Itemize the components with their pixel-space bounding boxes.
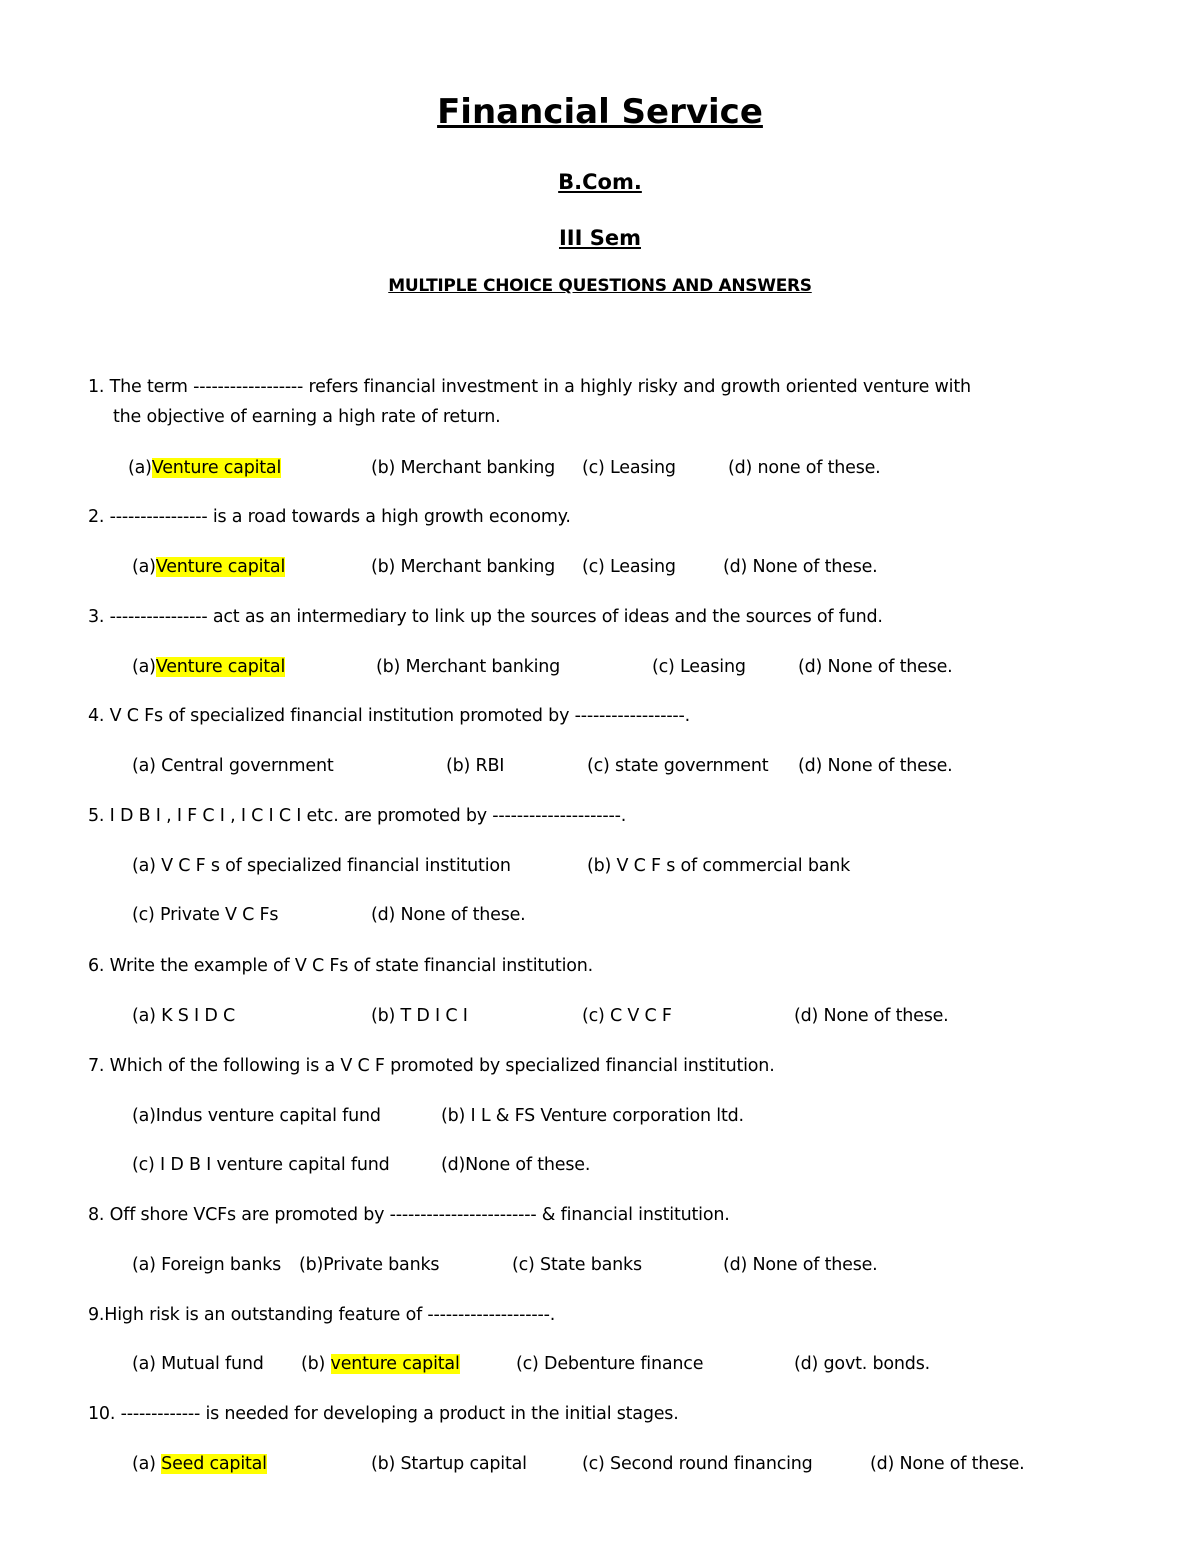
question-4: 4. V C Fs of specialized financial institution promoted by ------------------. <box>88 706 691 726</box>
answer-highlight: Venture capital <box>151 458 282 478</box>
option-9d: (d) govt. bonds. <box>794 1354 930 1374</box>
answer-highlight: Seed capital <box>161 1454 267 1474</box>
document-title: Financial Service <box>437 92 763 132</box>
option-10a: (a) Seed capital <box>132 1454 267 1474</box>
question-5: 5. I D B I , I F C I , I C I C I etc. are promoted by ---------------------. <box>88 806 627 826</box>
option-1b: (b) Merchant banking <box>371 458 556 478</box>
question-7: 7. Which of the following is a V C F promoted by specialized financial institution. <box>88 1056 775 1076</box>
option-1a: (a)Venture capital <box>128 458 282 478</box>
option-4d: (d) None of these. <box>798 756 953 776</box>
option-7c: (c) I D B I venture capital fund <box>132 1155 390 1175</box>
option-3b: (b) Merchant banking <box>376 657 561 677</box>
question-8: 8. Off shore VCFs are promoted by ------------------------ & financial institution. <box>88 1205 730 1225</box>
option-10b: (b) Startup capital <box>371 1454 527 1474</box>
option-7b: (b) I L & FS Venture corporation ltd. <box>441 1106 744 1126</box>
option-6a: (a) K S I D C <box>132 1006 236 1026</box>
option-8c: (c) State banks <box>512 1255 642 1275</box>
question-9: 9.High risk is an outstanding feature of --------------------. <box>88 1305 556 1325</box>
answer-highlight: Venture capital <box>155 657 286 677</box>
question-2: 2. ---------------- is a road towards a high growth economy. <box>88 507 571 527</box>
option-5c: (c) Private V C Fs <box>132 905 279 925</box>
option-9b: (b) venture capital <box>301 1354 460 1374</box>
option-8a: (a) Foreign banks <box>132 1255 282 1275</box>
section-heading: MULTIPLE CHOICE QUESTIONS AND ANSWERS <box>388 276 812 296</box>
option-10d: (d) None of these. <box>870 1454 1025 1474</box>
option-7a: (a)Indus venture capital fund <box>132 1106 381 1126</box>
option-1c: (c) Leasing <box>582 458 676 478</box>
option-9a: (a) Mutual fund <box>132 1354 264 1374</box>
option-2b: (b) Merchant banking <box>371 557 556 577</box>
answer-highlight: Venture capital <box>155 557 286 577</box>
semester: III Sem <box>558 226 641 250</box>
option-6d: (d) None of these. <box>794 1006 949 1026</box>
option-4b: (b) RBI <box>446 756 505 776</box>
option-10c: (c) Second round financing <box>582 1454 813 1474</box>
option-4c: (c) state government <box>587 756 769 776</box>
option-5b: (b) V C F s of commercial bank <box>587 856 851 876</box>
option-9c: (c) Debenture finance <box>516 1354 704 1374</box>
option-6b: (b) T D I C I <box>371 1006 468 1026</box>
option-6c: (c) C V C F <box>582 1006 672 1026</box>
question-1: 1. The term ------------------ refers financial investment in a highly risky and growth oriented venture with <box>88 377 971 397</box>
option-5a: (a) V C F s of specialized financial institution <box>132 856 511 876</box>
course-name: B.Com. <box>558 170 642 194</box>
option-3a: (a)Venture capital <box>132 657 286 677</box>
option-2d: (d) None of these. <box>723 557 878 577</box>
question-1-continued: the objective of earning a high rate of return. <box>113 407 501 427</box>
option-8b: (b)Private banks <box>299 1255 440 1275</box>
option-3d: (d) None of these. <box>798 657 953 677</box>
option-4a: (a) Central government <box>132 756 334 776</box>
question-3: 3. ---------------- act as an intermediary to link up the sources of ideas and the sources of fund. <box>88 607 883 627</box>
option-3c: (c) Leasing <box>652 657 746 677</box>
option-5d: (d) None of these. <box>371 905 526 925</box>
option-2c: (c) Leasing <box>582 557 676 577</box>
question-6: 6. Write the example of V C Fs of state financial institution. <box>88 956 594 976</box>
option-2a: (a)Venture capital <box>132 557 286 577</box>
option-1d: (d) none of these. <box>728 458 881 478</box>
option-7d: (d)None of these. <box>441 1155 591 1175</box>
answer-highlight: venture capital <box>330 1354 460 1374</box>
question-10: 10. ------------- is needed for developing a product in the initial stages. <box>88 1404 679 1424</box>
option-8d: (d) None of these. <box>723 1255 878 1275</box>
